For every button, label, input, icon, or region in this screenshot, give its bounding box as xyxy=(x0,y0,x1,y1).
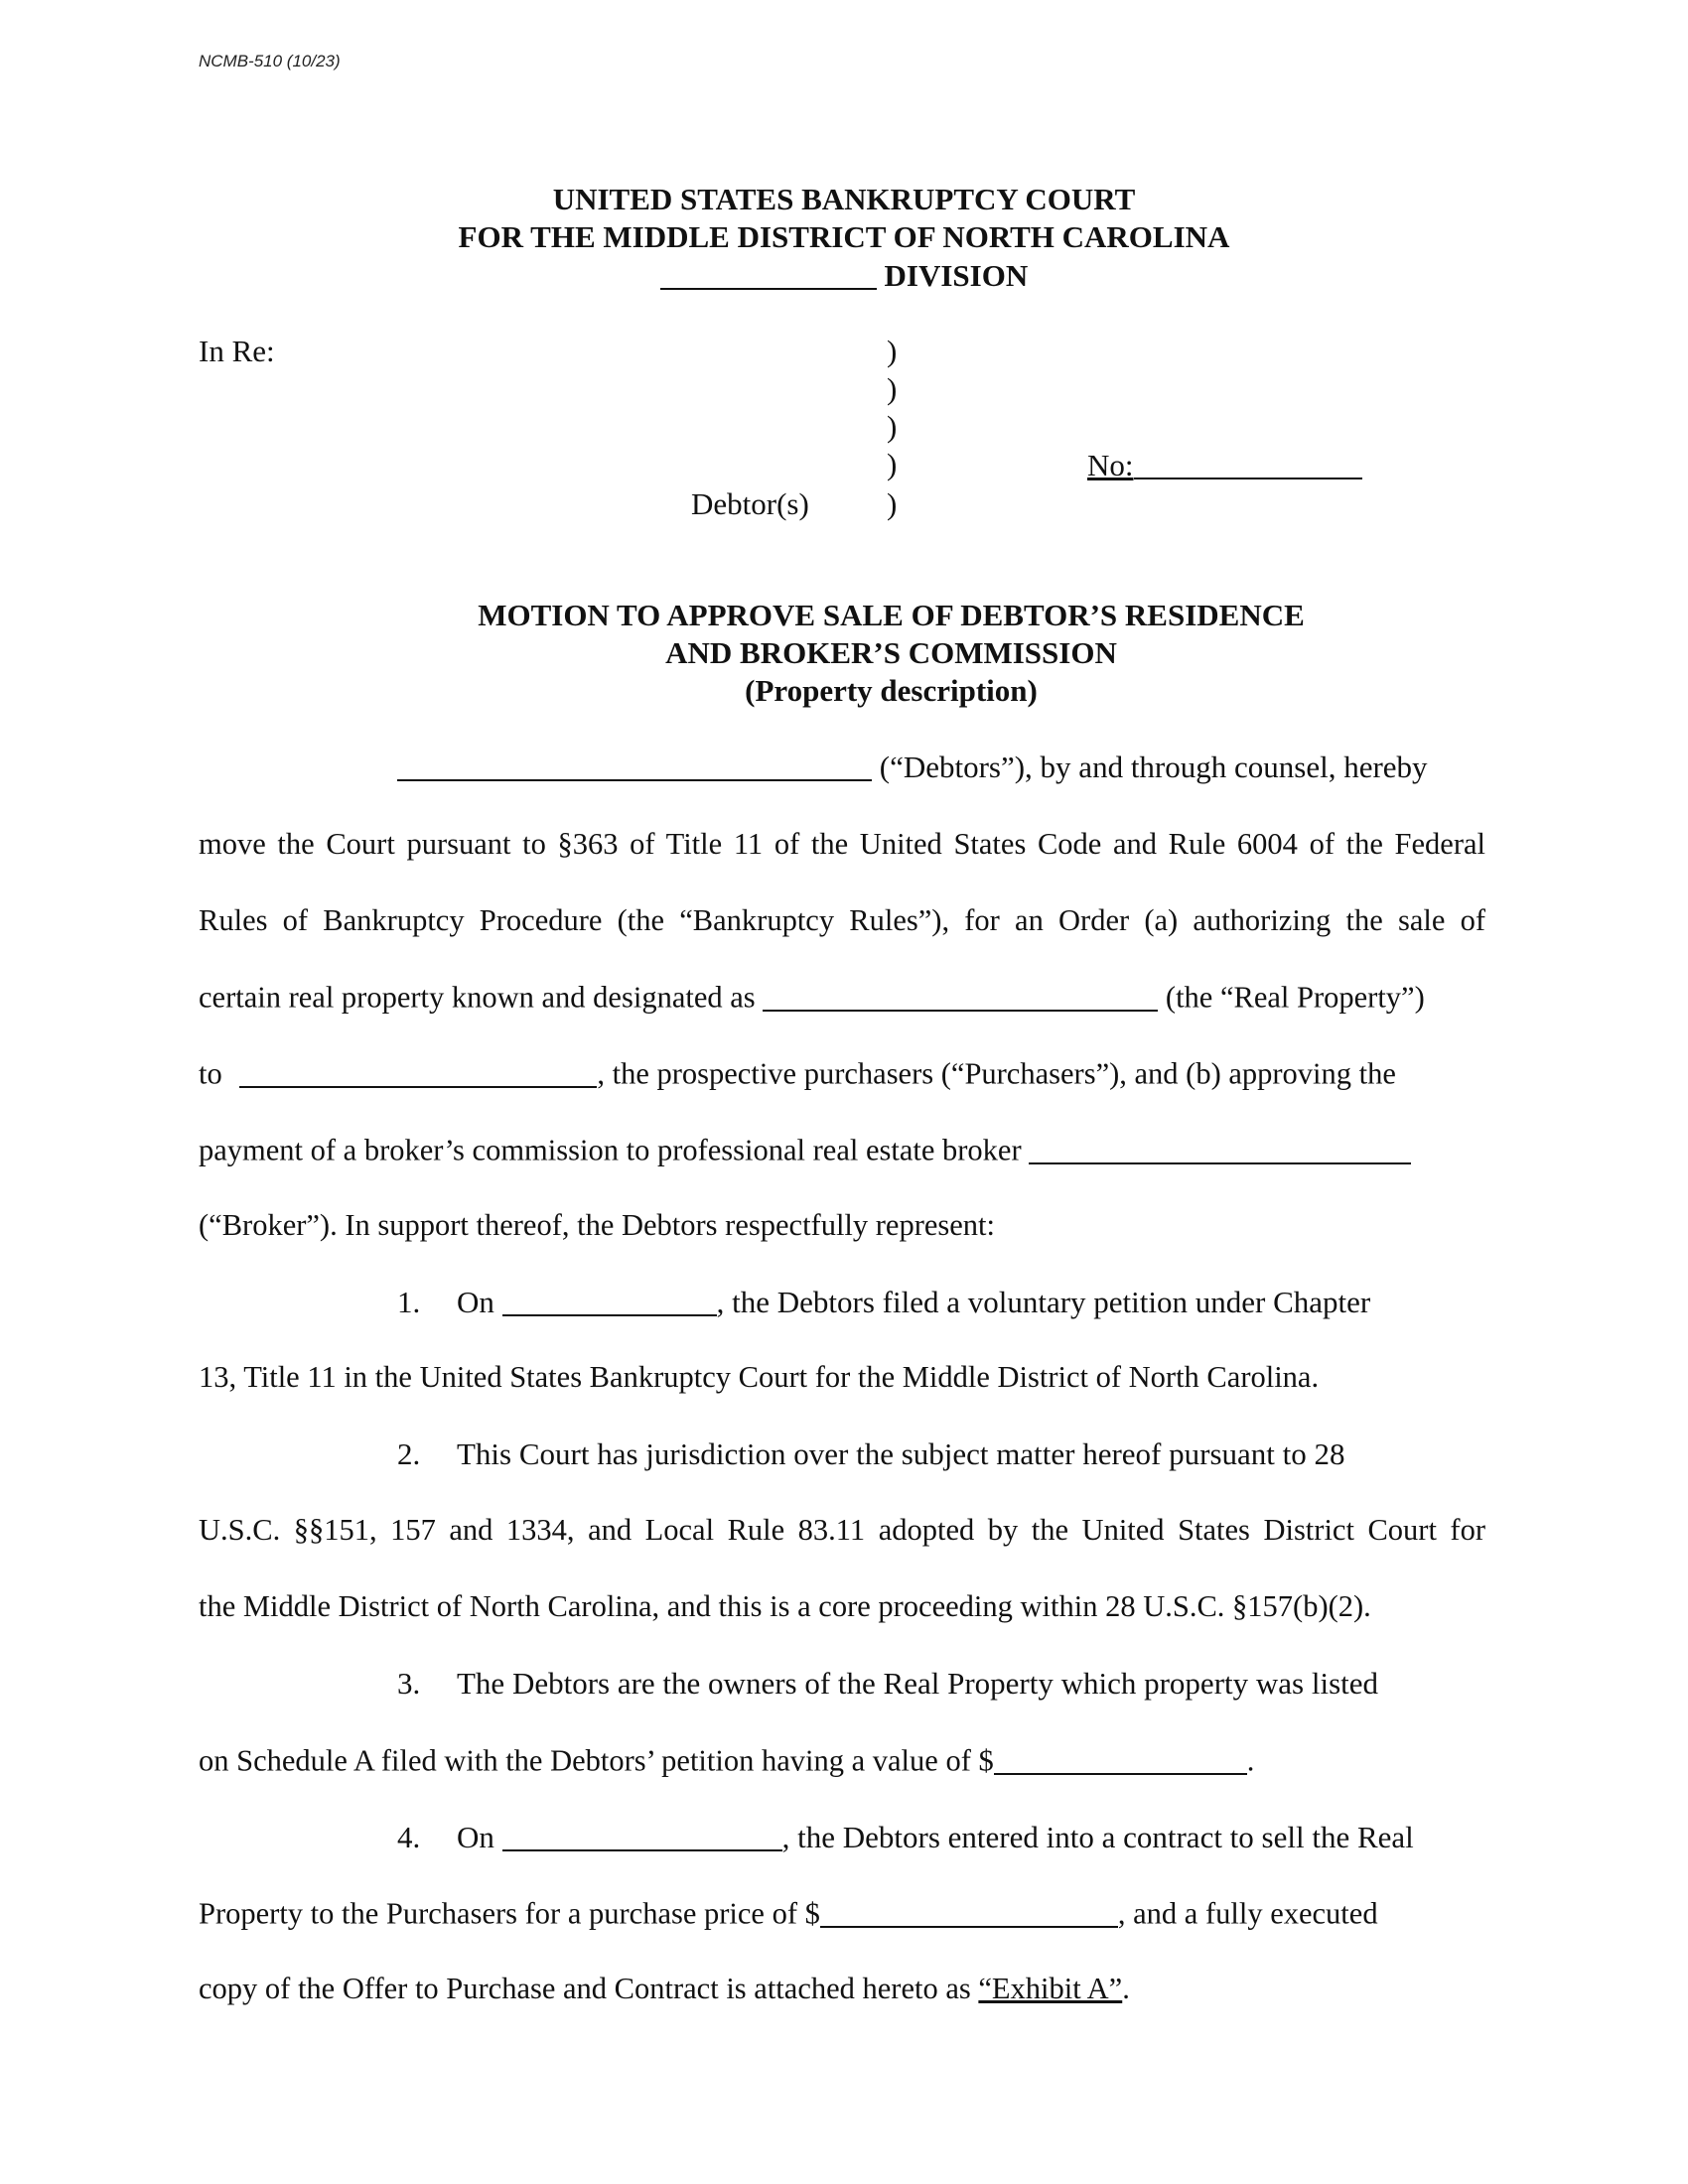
property-value-blank[interactable] xyxy=(994,1742,1247,1775)
paragraph-4: 4. On , the Debtors entered into a contract to sell the Real xyxy=(397,1820,1414,1854)
paragraph-4-line-2: Property to the Purchasers for a purchase price of $ , and a fully executed xyxy=(199,1896,1378,1931)
paragraph-1: 1. On , the Debtors filed a voluntary petition under Chapter xyxy=(397,1285,1371,1319)
paragraph-3: 3. The Debtors are the owners of the Real Property which property was listed xyxy=(397,1666,1379,1701)
caption-paren: ) xyxy=(887,334,898,368)
case-number-blank[interactable] xyxy=(1134,447,1362,479)
court-name: UNITED STATES BANKRUPTCY COURT xyxy=(552,182,1136,216)
motion-title: MOTION TO APPROVE SALE OF DEBTOR’S RESIDENCE xyxy=(478,598,1305,632)
broker-blank[interactable] xyxy=(1029,1132,1411,1164)
division-blank[interactable] xyxy=(660,257,877,290)
case-number: No: xyxy=(1087,447,1362,483)
paragraph-2: 2. This Court has jurisdiction over the subject matter hereof pursuant to 28 xyxy=(397,1436,1345,1471)
intro-line-5: to , the prospective purchasers (“Purchasers”), and (b) approving the xyxy=(199,1056,1396,1091)
paragraph-3-line-2: on Schedule A filed with the Debtors’ petition having a value of $ . xyxy=(199,1743,1255,1778)
intro-line-2: move the Court pursuant to §363 of Title 11 of the United States Code and Rule 6004 of the Federal xyxy=(199,827,1485,861)
intro-line-6: payment of a broker’s commission to professional real estate broker xyxy=(199,1132,1485,1168)
paragraph-1-line-2: 13, Title 11 in the United States Bankruptcy Court for the Middle District of North Carolina. xyxy=(199,1360,1320,1394)
purchase-price-blank[interactable] xyxy=(820,1895,1118,1928)
intro-line-3: Rules of Bankruptcy Procedure (the “Bankruptcy Rules”), for an Order (a) authorizing the sale of xyxy=(199,903,1485,937)
motion-title-2: AND BROKER’S COMMISSION xyxy=(665,635,1117,670)
petition-date-blank[interactable] xyxy=(502,1284,717,1316)
intro-line-1: (“Debtors”), by and through counsel, hereby xyxy=(397,749,1485,785)
court-district: FOR THE MIDDLE DISTRICT OF NORTH CAROLINA xyxy=(458,219,1230,254)
caption-paren: ) xyxy=(887,409,898,444)
caption-paren: ) xyxy=(887,486,898,521)
paragraph-4-line-3: copy of the Offer to Purchase and Contract is attached hereto as “Exhibit A”. xyxy=(199,1972,1130,2005)
paragraph-2-line-3: the Middle District of North Carolina, and this is a core proceeding within 28 U.S.C. §157(b)(2). xyxy=(199,1589,1371,1623)
intro-line-4: certain real property known and designated as (the “Real Property”) xyxy=(199,980,1425,1015)
caption-paren: ) xyxy=(887,447,898,481)
purchasers-blank[interactable] xyxy=(239,1055,597,1088)
property-description-heading: (Property description) xyxy=(745,673,1038,708)
contract-date-blank[interactable] xyxy=(502,1819,782,1851)
intro-line-7: (“Broker”). In support thereof, the Debtors respectfully represent: xyxy=(199,1208,996,1242)
property-blank[interactable] xyxy=(763,979,1158,1012)
caption-paren: ) xyxy=(887,371,898,406)
court-division: DIVISION xyxy=(0,257,1688,294)
exhibit-a-link[interactable]: “Exhibit A” xyxy=(978,1972,1123,2005)
paragraph-2-line-2: U.S.C. §§151, 157 and 1334, and Local Rule 83.11 adopted by the United States District Court for xyxy=(199,1513,1485,1547)
in-re-label: In Re: xyxy=(199,334,275,368)
form-id: NCMB-510 (10/23) xyxy=(199,52,341,70)
debtors-label: Debtor(s) xyxy=(691,486,809,521)
debtors-name-blank[interactable] xyxy=(397,749,872,781)
